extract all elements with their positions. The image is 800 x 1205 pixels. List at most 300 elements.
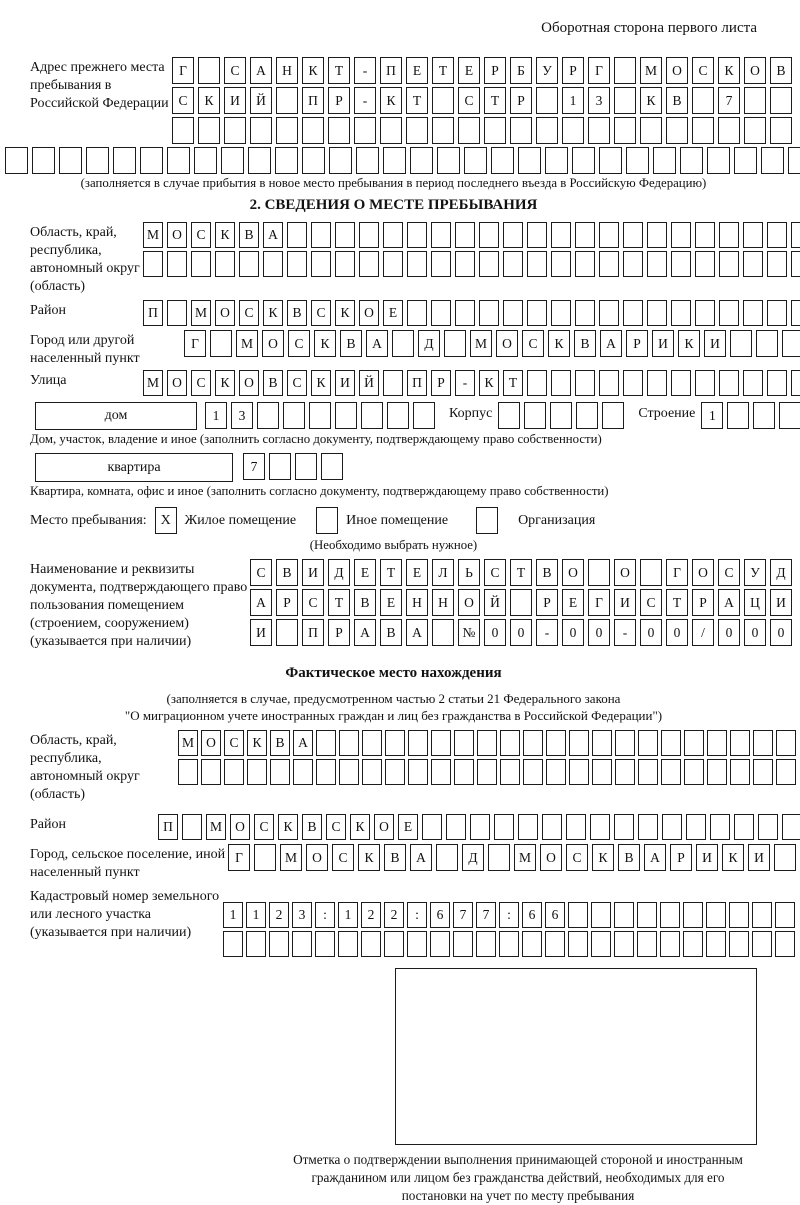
char-cell[interactable] [488, 844, 510, 871]
char-cell[interactable] [527, 251, 547, 277]
char-cell[interactable]: И [335, 370, 355, 396]
char-cell[interactable] [647, 222, 667, 248]
char-cell[interactable]: Г [588, 589, 610, 616]
char-cell[interactable]: М [280, 844, 302, 871]
char-cell[interactable] [752, 931, 772, 957]
region-row-2[interactable] [143, 251, 800, 277]
char-cell[interactable]: Р [510, 87, 532, 114]
char-cell[interactable]: В [770, 57, 792, 84]
char-cell[interactable]: М [470, 330, 492, 357]
factual-city-row[interactable] [228, 844, 800, 871]
char-cell[interactable]: Д [770, 559, 792, 586]
char-cell[interactable] [270, 759, 290, 785]
char-cell[interactable] [775, 902, 795, 928]
char-cell[interactable]: В [666, 87, 688, 114]
char-cell[interactable]: / [692, 619, 714, 646]
char-cell[interactable] [599, 251, 619, 277]
char-cell[interactable] [770, 117, 792, 144]
char-cell[interactable] [283, 402, 305, 429]
char-cell[interactable]: С [640, 589, 662, 616]
char-cell[interactable] [437, 147, 460, 174]
char-cell[interactable] [494, 814, 514, 840]
char-cell[interactable] [431, 759, 451, 785]
char-cell[interactable] [510, 589, 532, 616]
char-cell[interactable] [194, 147, 217, 174]
char-cell[interactable]: К [640, 87, 662, 114]
char-cell[interactable]: 0 [510, 619, 532, 646]
char-cell[interactable] [292, 931, 312, 957]
char-cell[interactable] [321, 453, 343, 480]
char-cell[interactable]: О [167, 222, 187, 248]
char-cell[interactable]: Т [432, 57, 454, 84]
char-cell[interactable] [753, 402, 775, 429]
char-cell[interactable]: К [358, 844, 380, 871]
char-cell[interactable] [782, 330, 800, 357]
char-cell[interactable]: - [455, 370, 475, 396]
char-cell[interactable] [422, 814, 442, 840]
char-cell[interactable]: М [514, 844, 536, 871]
char-cell[interactable] [198, 117, 220, 144]
char-cell[interactable] [269, 453, 291, 480]
char-cell[interactable]: С [718, 559, 740, 586]
char-cell[interactable] [498, 402, 520, 429]
char-cell[interactable] [615, 730, 635, 756]
char-cell[interactable] [638, 814, 658, 840]
char-cell[interactable] [499, 931, 519, 957]
char-cell[interactable] [575, 222, 595, 248]
char-cell[interactable]: 0 [770, 619, 792, 646]
char-cell[interactable]: С [522, 330, 544, 357]
char-cell[interactable]: О [167, 370, 187, 396]
char-cell[interactable]: М [236, 330, 258, 357]
char-cell[interactable] [431, 222, 451, 248]
char-cell[interactable] [730, 330, 752, 357]
char-cell[interactable] [491, 147, 514, 174]
char-cell[interactable] [614, 57, 636, 84]
char-cell[interactable] [436, 844, 458, 871]
char-cell[interactable] [431, 251, 451, 277]
char-cell[interactable] [647, 251, 667, 277]
char-cell[interactable]: У [744, 559, 766, 586]
region-row-1[interactable] [143, 222, 800, 248]
char-cell[interactable] [223, 931, 243, 957]
char-cell[interactable] [640, 559, 662, 586]
char-cell[interactable] [592, 759, 612, 785]
char-cell[interactable]: С [566, 844, 588, 871]
char-cell[interactable] [695, 251, 715, 277]
char-cell[interactable]: Й [484, 589, 506, 616]
prev-address-row-4[interactable] [5, 147, 757, 174]
char-cell[interactable] [383, 147, 406, 174]
char-cell[interactable] [276, 619, 298, 646]
char-cell[interactable]: П [143, 300, 163, 326]
char-cell[interactable] [599, 147, 622, 174]
char-cell[interactable]: В [536, 559, 558, 586]
char-cell[interactable]: Й [250, 87, 272, 114]
char-cell[interactable] [623, 222, 643, 248]
char-cell[interactable] [250, 117, 272, 144]
char-cell[interactable] [287, 251, 307, 277]
char-cell[interactable] [546, 730, 566, 756]
char-cell[interactable] [446, 814, 466, 840]
char-cell[interactable] [524, 402, 546, 429]
char-cell[interactable] [503, 251, 523, 277]
char-cell[interactable] [329, 147, 352, 174]
char-cell[interactable]: С [484, 559, 506, 586]
char-cell[interactable] [215, 251, 235, 277]
char-cell[interactable] [384, 931, 404, 957]
district-row[interactable] [143, 300, 800, 326]
char-cell[interactable] [178, 759, 198, 785]
char-cell[interactable] [287, 222, 307, 248]
char-cell[interactable] [276, 117, 298, 144]
char-cell[interactable]: С [254, 814, 274, 840]
char-cell[interactable] [551, 251, 571, 277]
char-cell[interactable]: Г [666, 559, 688, 586]
char-cell[interactable] [782, 814, 800, 840]
char-cell[interactable]: Р [484, 57, 506, 84]
char-cell[interactable]: В [239, 222, 259, 248]
char-cell[interactable]: С [288, 330, 310, 357]
char-cell[interactable] [550, 402, 572, 429]
char-cell[interactable] [328, 117, 350, 144]
char-cell[interactable] [591, 902, 611, 928]
factual-region-row-1[interactable] [178, 730, 799, 756]
char-cell[interactable] [383, 370, 403, 396]
char-cell[interactable] [638, 759, 658, 785]
char-cell[interactable]: Ь [458, 559, 480, 586]
char-cell[interactable]: И [704, 330, 726, 357]
char-cell[interactable] [614, 117, 636, 144]
char-cell[interactable]: О [262, 330, 284, 357]
char-cell[interactable] [775, 931, 795, 957]
char-cell[interactable] [263, 251, 283, 277]
char-cell[interactable] [335, 251, 355, 277]
char-cell[interactable]: М [640, 57, 662, 84]
char-cell[interactable]: А [718, 589, 740, 616]
char-cell[interactable]: В [263, 370, 283, 396]
char-cell[interactable] [406, 117, 428, 144]
char-cell[interactable]: 2 [269, 902, 289, 928]
char-cell[interactable]: О [496, 330, 518, 357]
char-cell[interactable] [695, 300, 715, 326]
char-cell[interactable] [362, 759, 382, 785]
char-cell[interactable]: И [652, 330, 674, 357]
char-cell[interactable] [316, 730, 336, 756]
char-cell[interactable] [683, 931, 703, 957]
char-cell[interactable]: № [458, 619, 480, 646]
char-cell[interactable] [522, 931, 542, 957]
char-cell[interactable]: Т [328, 589, 350, 616]
char-cell[interactable]: С [302, 589, 324, 616]
char-cell[interactable]: О [540, 844, 562, 871]
char-cell[interactable]: П [302, 87, 324, 114]
char-cell[interactable] [224, 117, 246, 144]
char-cell[interactable] [383, 222, 403, 248]
char-cell[interactable]: Г [184, 330, 206, 357]
char-cell[interactable]: Р [431, 370, 451, 396]
char-cell[interactable]: Д [328, 559, 350, 586]
char-cell[interactable]: С [326, 814, 346, 840]
char-cell[interactable]: Т [406, 87, 428, 114]
char-cell[interactable]: С [458, 87, 480, 114]
char-cell[interactable] [444, 330, 466, 357]
char-cell[interactable]: 3 [588, 87, 610, 114]
char-cell[interactable]: И [614, 589, 636, 616]
char-cell[interactable]: О [562, 559, 584, 586]
house-number-row[interactable] [205, 402, 439, 429]
char-cell[interactable]: В [574, 330, 596, 357]
char-cell[interactable]: 0 [666, 619, 688, 646]
char-cell[interactable] [479, 251, 499, 277]
char-cell[interactable] [734, 147, 757, 174]
char-cell[interactable]: О [692, 559, 714, 586]
char-cell[interactable] [707, 759, 727, 785]
char-cell[interactable] [684, 759, 704, 785]
char-cell[interactable] [5, 147, 28, 174]
char-cell[interactable] [551, 300, 571, 326]
char-cell[interactable]: С [692, 57, 714, 84]
char-cell[interactable] [729, 931, 749, 957]
char-cell[interactable]: П [407, 370, 427, 396]
char-cell[interactable] [408, 759, 428, 785]
char-cell[interactable]: Т [666, 589, 688, 616]
char-cell[interactable] [776, 759, 796, 785]
structure-row[interactable] [701, 402, 800, 429]
char-cell[interactable] [293, 759, 313, 785]
char-cell[interactable] [275, 147, 298, 174]
char-cell[interactable] [671, 251, 691, 277]
char-cell[interactable] [500, 759, 520, 785]
char-cell[interactable] [791, 300, 800, 326]
char-cell[interactable] [361, 931, 381, 957]
char-cell[interactable]: Ц [744, 589, 766, 616]
char-cell[interactable]: К [198, 87, 220, 114]
char-cell[interactable]: К [215, 370, 235, 396]
char-cell[interactable] [692, 87, 714, 114]
char-cell[interactable] [542, 814, 562, 840]
char-cell[interactable]: 3 [231, 402, 253, 429]
char-cell[interactable]: Л [432, 559, 454, 586]
char-cell[interactable]: Д [462, 844, 484, 871]
char-cell[interactable] [455, 300, 475, 326]
char-cell[interactable] [637, 902, 657, 928]
char-cell[interactable] [167, 147, 190, 174]
char-cell[interactable] [479, 222, 499, 248]
char-cell[interactable] [86, 147, 109, 174]
char-cell[interactable] [707, 730, 727, 756]
char-cell[interactable] [479, 300, 499, 326]
char-cell[interactable] [316, 759, 336, 785]
char-cell[interactable]: О [201, 730, 221, 756]
char-cell[interactable] [221, 147, 244, 174]
char-cell[interactable]: К [302, 57, 324, 84]
char-cell[interactable]: Й [359, 370, 379, 396]
char-cell[interactable]: И [770, 589, 792, 616]
char-cell[interactable] [562, 117, 584, 144]
char-cell[interactable]: В [302, 814, 322, 840]
char-cell[interactable] [576, 402, 598, 429]
char-cell[interactable] [767, 370, 787, 396]
char-cell[interactable]: К [311, 370, 331, 396]
char-cell[interactable] [671, 222, 691, 248]
char-cell[interactable]: 6 [430, 902, 450, 928]
char-cell[interactable]: А [293, 730, 313, 756]
char-cell[interactable] [172, 117, 194, 144]
char-cell[interactable]: Е [406, 559, 428, 586]
char-cell[interactable]: : [315, 902, 335, 928]
char-cell[interactable] [500, 730, 520, 756]
char-cell[interactable] [719, 370, 739, 396]
char-cell[interactable] [695, 222, 715, 248]
char-cell[interactable] [666, 117, 688, 144]
factual-region-row-2[interactable] [178, 759, 799, 785]
char-cell[interactable]: 6 [522, 902, 542, 928]
char-cell[interactable] [706, 902, 726, 928]
char-cell[interactable] [647, 370, 667, 396]
char-cell[interactable]: Т [328, 57, 350, 84]
char-cell[interactable]: В [276, 559, 298, 586]
char-cell[interactable]: К [479, 370, 499, 396]
char-cell[interactable] [730, 730, 750, 756]
char-cell[interactable]: - [536, 619, 558, 646]
char-cell[interactable] [599, 300, 619, 326]
char-cell[interactable]: 1 [223, 902, 243, 928]
char-cell[interactable] [453, 931, 473, 957]
char-cell[interactable]: А [354, 619, 376, 646]
prev-address-row-1[interactable] [172, 57, 796, 84]
char-cell[interactable]: Е [354, 559, 376, 586]
char-cell[interactable] [257, 402, 279, 429]
char-cell[interactable] [626, 147, 649, 174]
char-cell[interactable]: И [748, 844, 770, 871]
char-cell[interactable]: 1 [701, 402, 723, 429]
char-cell[interactable]: О [239, 370, 259, 396]
char-cell[interactable]: Е [458, 57, 480, 84]
char-cell[interactable]: В [618, 844, 640, 871]
char-cell[interactable]: С [191, 370, 211, 396]
char-cell[interactable] [566, 814, 586, 840]
char-cell[interactable]: М [143, 370, 163, 396]
char-cell[interactable] [385, 730, 405, 756]
char-cell[interactable] [430, 931, 450, 957]
char-cell[interactable] [510, 117, 532, 144]
char-cell[interactable] [568, 902, 588, 928]
char-cell[interactable] [309, 402, 331, 429]
char-cell[interactable] [536, 117, 558, 144]
char-cell[interactable] [503, 222, 523, 248]
char-cell[interactable]: Г [172, 57, 194, 84]
char-cell[interactable]: А [406, 619, 428, 646]
char-cell[interactable]: О [215, 300, 235, 326]
char-cell[interactable] [224, 759, 244, 785]
char-cell[interactable]: А [250, 57, 272, 84]
char-cell[interactable] [392, 330, 414, 357]
char-cell[interactable] [527, 300, 547, 326]
char-cell[interactable] [523, 759, 543, 785]
char-cell[interactable]: 7 [476, 902, 496, 928]
char-cell[interactable] [407, 251, 427, 277]
char-cell[interactable] [791, 251, 800, 277]
char-cell[interactable] [140, 147, 163, 174]
char-cell[interactable] [744, 87, 766, 114]
char-cell[interactable] [248, 147, 271, 174]
char-cell[interactable] [335, 402, 357, 429]
char-cell[interactable] [660, 902, 680, 928]
char-cell[interactable]: 1 [205, 402, 227, 429]
char-cell[interactable]: О [306, 844, 328, 871]
char-cell[interactable] [591, 931, 611, 957]
char-cell[interactable]: М [191, 300, 211, 326]
char-cell[interactable] [551, 370, 571, 396]
char-cell[interactable]: Г [228, 844, 250, 871]
char-cell[interactable] [602, 402, 624, 429]
char-cell[interactable] [686, 814, 706, 840]
char-cell[interactable] [484, 117, 506, 144]
char-cell[interactable] [791, 222, 800, 248]
char-cell[interactable] [431, 300, 451, 326]
char-cell[interactable] [680, 147, 703, 174]
char-cell[interactable]: 1 [246, 902, 266, 928]
char-cell[interactable]: 2 [361, 902, 381, 928]
char-cell[interactable] [729, 902, 749, 928]
char-cell[interactable]: М [143, 222, 163, 248]
char-cell[interactable]: И [224, 87, 246, 114]
char-cell[interactable] [767, 300, 787, 326]
char-cell[interactable] [575, 370, 595, 396]
char-cell[interactable]: О [744, 57, 766, 84]
char-cell[interactable]: 0 [744, 619, 766, 646]
char-cell[interactable] [546, 759, 566, 785]
char-cell[interactable] [380, 117, 402, 144]
char-cell[interactable]: 0 [484, 619, 506, 646]
char-cell[interactable] [575, 300, 595, 326]
char-cell[interactable] [302, 147, 325, 174]
char-cell[interactable] [387, 402, 409, 429]
char-cell[interactable] [752, 902, 772, 928]
char-cell[interactable] [756, 330, 778, 357]
char-cell[interactable] [743, 370, 763, 396]
char-cell[interactable] [407, 300, 427, 326]
char-cell[interactable]: В [287, 300, 307, 326]
char-cell[interactable] [470, 814, 490, 840]
char-cell[interactable] [614, 87, 636, 114]
char-cell[interactable] [295, 453, 317, 480]
char-cell[interactable] [32, 147, 55, 174]
char-cell[interactable] [569, 730, 589, 756]
char-cell[interactable] [767, 251, 787, 277]
char-cell[interactable]: : [499, 902, 519, 928]
char-cell[interactable]: Е [398, 814, 418, 840]
char-cell[interactable] [527, 222, 547, 248]
char-cell[interactable]: - [354, 87, 376, 114]
char-cell[interactable] [454, 759, 474, 785]
char-cell[interactable] [590, 814, 610, 840]
char-cell[interactable]: К [350, 814, 370, 840]
char-cell[interactable]: Е [380, 589, 402, 616]
char-cell[interactable]: Р [328, 619, 350, 646]
char-cell[interactable] [269, 931, 289, 957]
char-cell[interactable]: С [191, 222, 211, 248]
char-cell[interactable] [201, 759, 221, 785]
char-cell[interactable]: И [250, 619, 272, 646]
char-cell[interactable] [588, 559, 610, 586]
char-cell[interactable] [776, 730, 796, 756]
char-cell[interactable] [599, 370, 619, 396]
char-cell[interactable] [339, 730, 359, 756]
char-cell[interactable]: Т [484, 87, 506, 114]
char-cell[interactable] [432, 87, 454, 114]
